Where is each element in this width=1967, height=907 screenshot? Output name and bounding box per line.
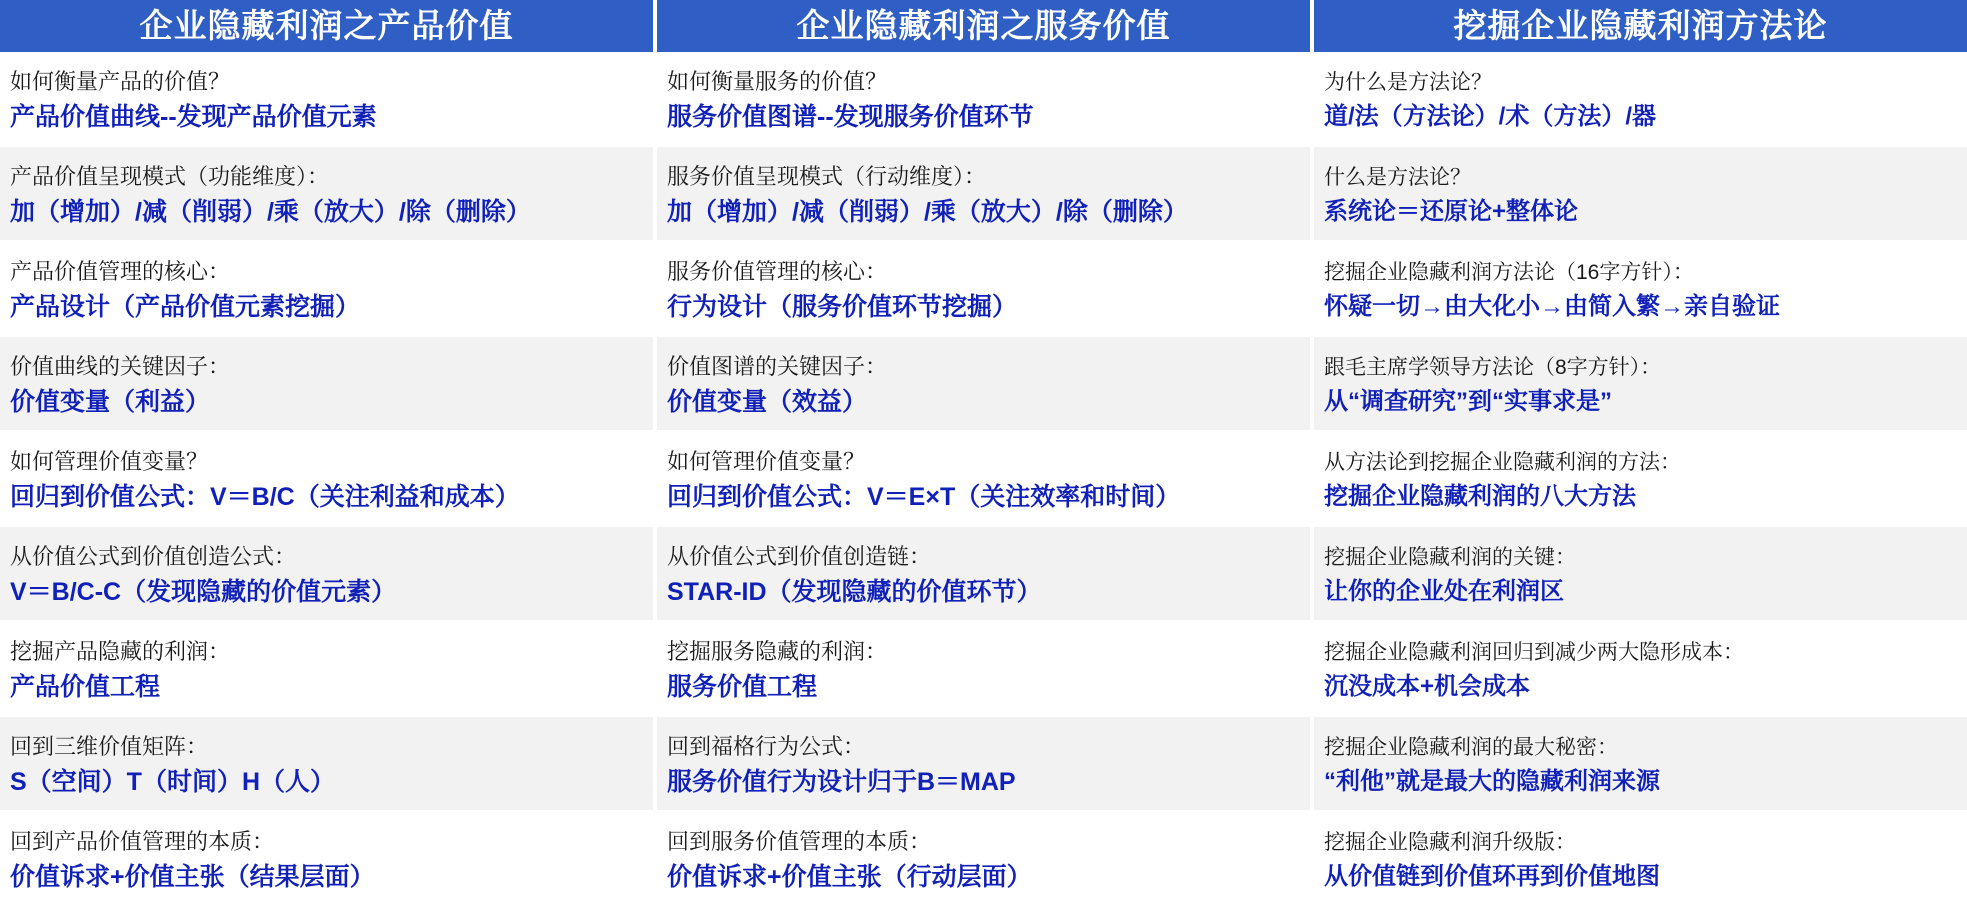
- column-service-value: [657, 0, 1314, 907]
- row-question: 挖掘企业隐藏利润的最大秘密：: [1324, 736, 1618, 760]
- row-question: 如何管理价值变量？: [667, 449, 866, 475]
- table-row[interactable]: [1314, 812, 1967, 907]
- table-row[interactable]: [0, 242, 653, 337]
- table-row[interactable]: [1314, 242, 1967, 337]
- column-header-2: 企业隐藏利润之服务价值: [657, 0, 1310, 52]
- row-question: 回到服务价值管理的本质：: [667, 829, 932, 855]
- row-question: 挖掘服务隐藏的利润：: [667, 639, 888, 665]
- table-row[interactable]: [0, 812, 653, 907]
- table-row[interactable]: [1314, 52, 1967, 147]
- row-question: 从价值公式到价值创造公式：: [10, 544, 297, 570]
- row-answer: 加（增加）/减（削弱）/乘（放大）/除（删除）: [667, 197, 1188, 226]
- row-question: 服务价值呈现模式（行动维度）：: [667, 164, 987, 190]
- table-row[interactable]: [0, 147, 653, 242]
- row-answer: 价值诉求+价值主张（结果层面）: [10, 862, 375, 891]
- row-question: 回到福格行为公式：: [667, 734, 866, 760]
- row-question: 从价值公式到价值创造链：: [667, 544, 932, 570]
- table-row[interactable]: [1314, 622, 1967, 717]
- row-question: 回到产品价值管理的本质：: [10, 829, 275, 855]
- table-row[interactable]: [1314, 337, 1967, 432]
- table-row[interactable]: [1314, 432, 1967, 527]
- row-answer: S（空间）T（时间）H（人）: [10, 767, 336, 796]
- row-answer: STAR-ID（发现隐藏的价值环节）: [667, 577, 1042, 606]
- row-question: 产品价值管理的核心：: [10, 259, 231, 285]
- row-question: 挖掘企业隐藏利润的关键：: [1324, 546, 1576, 570]
- row-answer: 回归到价值公式：V＝E×T（关注效率和时间）: [667, 482, 1181, 511]
- table-row[interactable]: [657, 337, 1310, 432]
- row-answer: “利他”就是最大的隐藏利润来源: [1324, 767, 1660, 795]
- table-row[interactable]: [0, 52, 653, 147]
- table-row[interactable]: [657, 52, 1310, 147]
- row-question: 跟毛主席学领导方法论（8字方针）：: [1324, 356, 1662, 380]
- column-methodology: [1314, 0, 1967, 907]
- table-row[interactable]: [0, 527, 653, 622]
- row-answer: 服务价值行为设计归于B＝MAP: [667, 767, 1016, 796]
- row-answer: V＝B/C-C（发现隐藏的价值元素）: [10, 577, 397, 606]
- table-row[interactable]: [657, 622, 1310, 717]
- table-row[interactable]: [1314, 527, 1967, 622]
- table-row[interactable]: [0, 337, 653, 432]
- row-question: 挖掘企业隐藏利润升级版：: [1324, 831, 1576, 855]
- row-answer: 行为设计（服务价值环节挖掘）: [667, 292, 1018, 321]
- row-answer: 加（增加）/减（削弱）/乘（放大）/除（删除）: [10, 197, 531, 226]
- row-question: 服务价值管理的核心：: [667, 259, 888, 285]
- row-answer: 回归到价值公式：V＝B/C（关注利益和成本）: [10, 482, 520, 511]
- row-answer: 系统论＝还原论+整体论: [1324, 197, 1579, 225]
- row-answer: 产品设计（产品价值元素挖掘）: [10, 292, 361, 321]
- table-row[interactable]: [657, 717, 1310, 812]
- row-question: 为什么是方法论？: [1324, 71, 1492, 95]
- table-row[interactable]: [657, 812, 1310, 907]
- row-answer: 沉没成本+机会成本: [1324, 672, 1531, 700]
- row-answer: 道/法（方法论）/术（方法）/器: [1324, 102, 1657, 130]
- row-question: 什么是方法论？: [1324, 166, 1471, 190]
- row-answer: 服务价值工程: [667, 672, 818, 701]
- row-answer: 产品价值工程: [10, 672, 161, 701]
- row-question: 回到三维价值矩阵：: [10, 734, 209, 760]
- table-row[interactable]: [657, 432, 1310, 527]
- column-body-1: [0, 52, 653, 907]
- column-header-1: 企业隐藏利润之产品价值: [0, 0, 653, 52]
- row-question: 从方法论到挖掘企业隐藏利润的方法：: [1324, 451, 1681, 475]
- row-question: 如何衡量产品的价值？: [10, 69, 231, 95]
- column-body-3: [1314, 52, 1967, 907]
- row-answer: 怀疑一切→由大化小→由简入繁→亲自验证: [1324, 292, 1780, 320]
- row-answer: 价值变量（利益）: [10, 387, 211, 416]
- table-row[interactable]: [657, 147, 1310, 242]
- table-row[interactable]: [657, 242, 1310, 337]
- row-question: 如何管理价值变量？: [10, 449, 209, 475]
- column-body-2: [657, 52, 1310, 907]
- row-answer: 挖掘企业隐藏利润的八大方法: [1324, 482, 1636, 510]
- row-answer: 让你的企业处在利润区: [1324, 577, 1564, 605]
- row-question: 价值图谱的关键因子：: [667, 354, 888, 380]
- table-row[interactable]: [1314, 717, 1967, 812]
- column-header-3: 挖掘企业隐藏利润方法论: [1314, 0, 1967, 52]
- row-answer: 价值诉求+价值主张（行动层面）: [667, 862, 1032, 891]
- row-question: 如何衡量服务的价值？: [667, 69, 888, 95]
- table-row[interactable]: [0, 717, 653, 812]
- row-question: 价值曲线的关键因子：: [10, 354, 231, 380]
- row-question: 挖掘产品隐藏的利润：: [10, 639, 231, 665]
- row-question: 产品价值呈现模式（功能维度）：: [10, 164, 330, 190]
- table-row[interactable]: [0, 432, 653, 527]
- table-row[interactable]: [0, 622, 653, 717]
- column-product-value: [0, 0, 657, 907]
- row-answer: 产品价值曲线--发现产品价值元素: [10, 102, 377, 131]
- row-question: 挖掘企业隐藏利润回归到减少两大隐形成本：: [1324, 641, 1744, 665]
- row-answer: 价值变量（效益）: [667, 387, 868, 416]
- row-answer: 从“调查研究”到“实事求是”: [1324, 387, 1612, 415]
- row-question: 挖掘企业隐藏利润方法论（16字方针）：: [1324, 261, 1694, 285]
- row-answer: 从价值链到价值环再到价值地图: [1324, 862, 1660, 890]
- row-answer: 服务价值图谱--发现服务价值环节: [667, 102, 1034, 131]
- table-row[interactable]: [657, 527, 1310, 622]
- table-row[interactable]: [1314, 147, 1967, 242]
